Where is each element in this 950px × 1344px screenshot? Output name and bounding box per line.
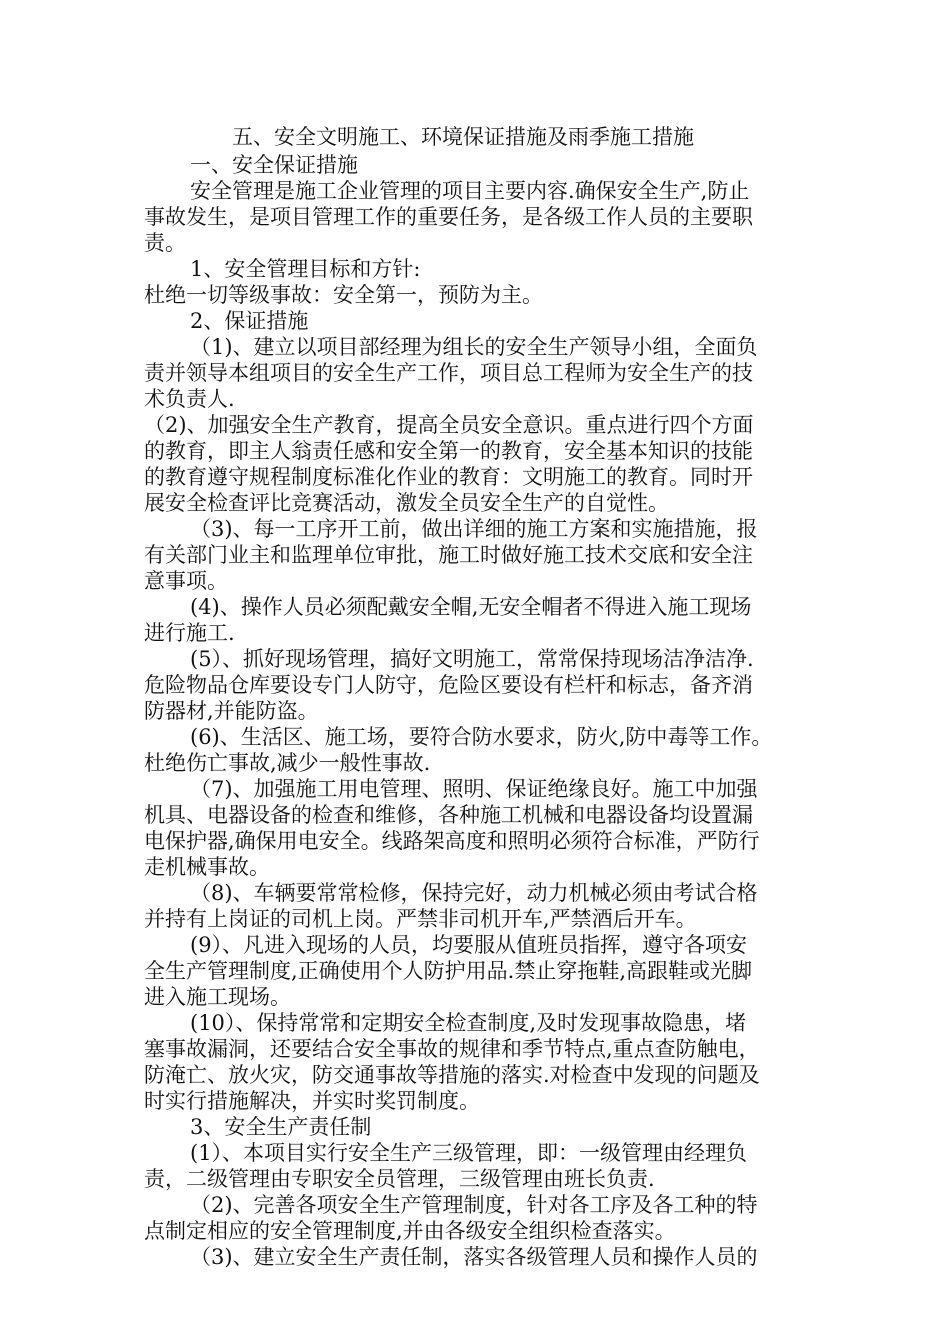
paragraph-line: 全生产管理制度,正确使用个人防护用品.禁止穿拖鞋,高跟鞋或光脚 <box>144 959 753 983</box>
paragraph-line: （2)、加强安全生产教育，提高全员安全意识。重点进行四个方面 <box>144 413 754 437</box>
paragraph-line: 的教育遵守规程制度标准化作业的教育：文明施工的教育。同时开 <box>144 465 753 489</box>
paragraph-line: 电保护器,确保用电安全。线路架高度和照明必须符合标准，严防行 <box>144 829 760 853</box>
paragraph-line: 杜绝伤亡事故,减少一般性事故. <box>144 751 431 775</box>
paragraph-line: 责，二级管理由专职安全员管理，三级管理由班长负责. <box>144 1167 655 1191</box>
paragraph-line: 点制定相应的安全管理制度,并由各级安全组织检查落实。 <box>144 1219 676 1243</box>
subsection-heading: 1、安全管理目标和方针: <box>190 257 421 281</box>
paragraph-line: (6)、生活区、施工场，要符合防水要求，防火,防中毒等工作。 <box>190 725 773 749</box>
section-heading: 一、安全保证措施 <box>190 153 358 177</box>
paragraph-line: (5）、抓好现场管理，搞好文明施工，常常保持现场洁净洁净. <box>190 647 754 671</box>
paragraph-line: （3)、每一工序开工前，做出详细的施工方案和实施措施，报 <box>190 517 758 541</box>
paragraph-line: 杜绝一切等级事故：安全第一，预防为主。 <box>144 283 543 307</box>
paragraph-line: 的教育，即主人翁责任感和安全第一的教育，安全基本知识的技能 <box>144 439 753 463</box>
paragraph-line: (1）、本项目实行安全生产三级管理，即：一级管理由经理负 <box>190 1141 748 1165</box>
paragraph-line: （3)、建立安全生产责任制，落实各级管理人员和操作人员的 <box>190 1245 758 1269</box>
paragraph-line: 时实行措施解决，并实时奖罚制度。 <box>144 1089 480 1113</box>
paragraph-line: 责。 <box>144 231 186 255</box>
paragraph-line: 有关部门业主和监理单位审批，施工时做好施工技术交底和安全注 <box>144 543 753 567</box>
paragraph-line: 事故发生，是项目管理工作的重要任务，是各级工作人员的主要职 <box>144 205 753 229</box>
paragraph-line: 危险物品仓库要设专门人防守，危险区要设有栏杆和标志，备齐消 <box>144 673 753 697</box>
paragraph-line: (4)、操作人员必须配戴安全帽,无安全帽者不得进入施工现场 <box>190 595 752 619</box>
paragraph-line: 塞事故漏洞，还要结合安全事故的规律和季节特点,重点查防触电， <box>144 1037 760 1061</box>
paragraph-line: （8)、车辆要常常检修，保持完好，动力机械必须由考试合格 <box>190 881 758 905</box>
paragraph-line: (10）、保持常常和定期安全检查制度,及时发现事故隐患，堵 <box>190 1011 747 1035</box>
paragraph-line: （2)、完善各项安全生产管理制度，针对各工序及各工种的特 <box>190 1193 758 1217</box>
paragraph-line: 意事项。 <box>144 569 228 593</box>
subsection-heading: 2、保证措施 <box>190 309 309 333</box>
paragraph-line: 术负责人. <box>144 387 235 411</box>
paragraph-line: (9）、凡进入现场的人员，均要服从值班员指挥，遵守各项安 <box>190 933 748 957</box>
paragraph-line: 责并领导本组项目的安全生产工作，项目总工程师为安全生产的技 <box>144 361 753 385</box>
paragraph-line: 进行施工. <box>144 621 235 645</box>
paragraph-line: 机具、电器设备的检查和维修，各种施工机械和电器设备均设置漏 <box>144 803 753 827</box>
paragraph-line: 走机械事故。 <box>144 855 270 879</box>
paragraph-line: 展安全检查评比竞赛活动，激发全员安全生产的自觉性。 <box>144 491 669 515</box>
paragraph-line: （1)、建立以项目部经理为组长的安全生产领导小组，全面负 <box>190 335 758 359</box>
paragraph-line: 并持有上岗证的司机上岗。严禁非司机开车,严禁酒后开车。 <box>144 907 697 931</box>
paragraph-line: 安全管理是施工企业管理的项目主要内容.确保安全生产,防止 <box>190 179 750 203</box>
paragraph-line: 防淹亡、放火灾，防交通事故等措施的落实.对检查中发现的问题及 <box>144 1063 760 1087</box>
paragraph-line: 进入施工现场。 <box>144 985 291 1009</box>
paragraph-line: （7)、加强施工用电管理、照明、保证绝缘良好。施工中加强 <box>190 777 758 801</box>
document-title: 五、安全文明施工、环境保证措施及雨季施工措施 <box>232 125 694 149</box>
paragraph-line: 防器材,并能防盗。 <box>144 699 319 723</box>
subsection-heading: 3、安全生产责任制 <box>190 1115 372 1139</box>
